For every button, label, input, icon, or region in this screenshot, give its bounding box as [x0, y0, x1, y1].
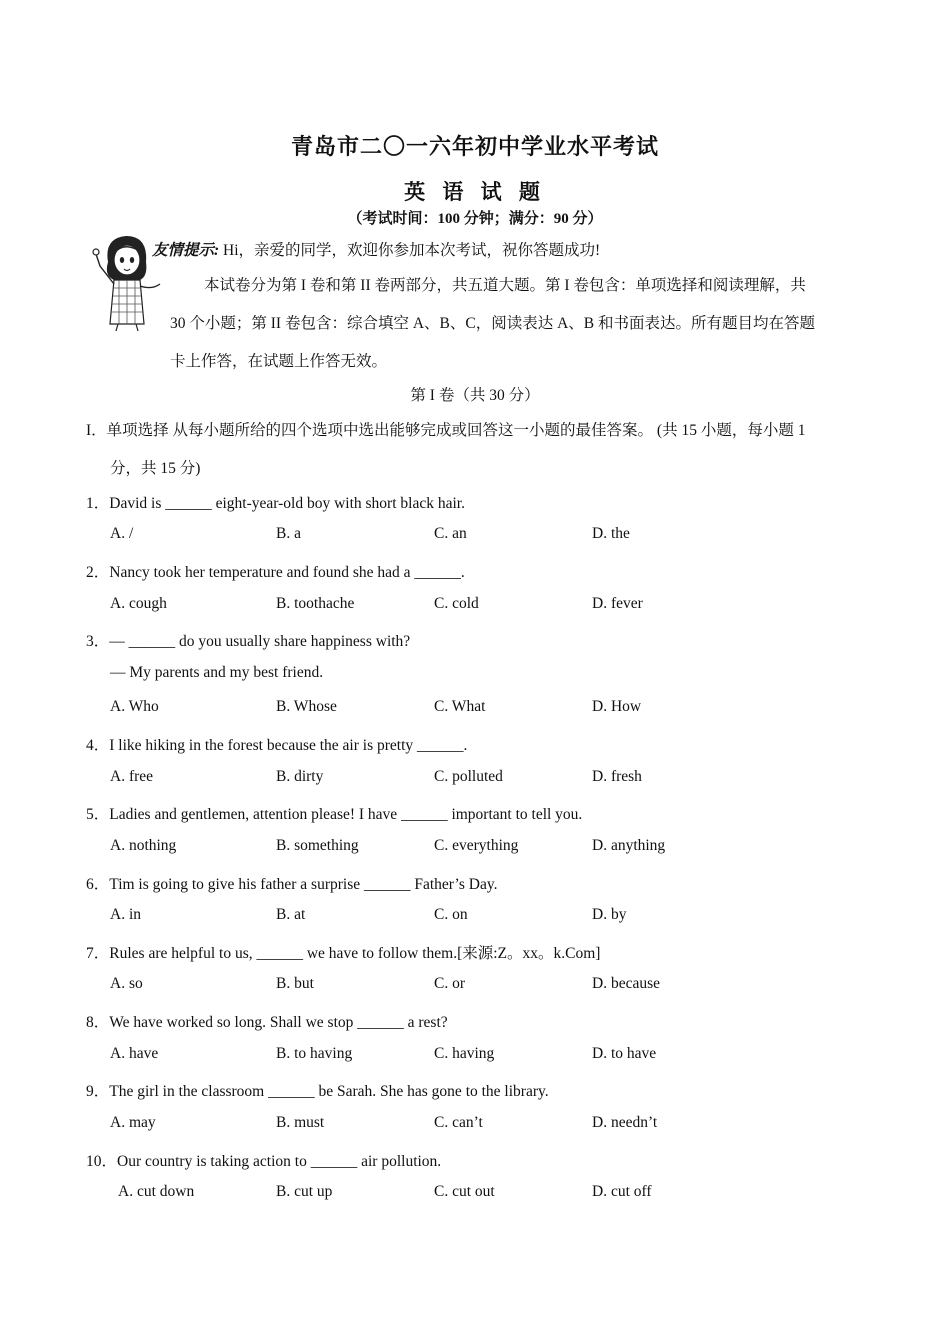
q3-dialogue-reply: — My parents and my best friend.	[110, 664, 324, 681]
q9-option-a: A. may	[110, 1114, 156, 1131]
question-number: 9．	[86, 1083, 110, 1100]
question-number: 3．	[86, 633, 110, 650]
q10-option-b: B. cut up	[276, 1183, 333, 1200]
q5-option-a: A. nothing	[110, 837, 177, 854]
q4-option-b: B. dirty	[276, 768, 324, 785]
q1-option-b: B. a	[276, 525, 301, 542]
question-number: 5．	[86, 806, 110, 823]
q9-option-d: D. needn’t	[592, 1114, 658, 1131]
intro-line-2: 30 个小题；第 II 卷包含：综合填空 A、B、C，阅读表达 A、B 和书面表达。所有题目均在答题	[170, 315, 815, 332]
section-1-title: I．单项选择 从每小题所给的四个选项中选出能够完成或回答这一小题的最佳答案。 (共 15 小题，每小题 1	[86, 422, 806, 439]
question-stem: — ______ do you usually share happiness with?	[109, 633, 411, 650]
question-stem: Ladies and gentlemen, attention please! I have ______ important to tell you.	[109, 806, 583, 823]
question-8	[86, 1010, 448, 1032]
question-number: 8．	[86, 1014, 110, 1031]
q7-option-d: D. because	[592, 975, 660, 992]
q9-option-c: C. can’t	[434, 1114, 483, 1131]
question-number: 6．	[86, 876, 110, 893]
q7-option-a: A. so	[110, 975, 143, 992]
q10-option-c: C. cut out	[434, 1183, 495, 1200]
question-stem: Our country is taking action to ______ air pollution.	[117, 1153, 442, 1170]
question-6	[86, 872, 497, 894]
q10-option-d: D. cut off	[592, 1183, 652, 1200]
q2-option-a: A. cough	[110, 595, 167, 612]
q6-option-c: C. on	[434, 906, 468, 923]
q2-option-d: D. fever	[592, 595, 643, 612]
question-number: 4．	[86, 737, 110, 754]
question-number: 2．	[86, 564, 110, 581]
q2-option-c: C. cold	[434, 595, 479, 612]
q8-option-c: C. having	[434, 1045, 495, 1062]
question-number: 1．	[86, 495, 110, 512]
q8-option-b: B. to having	[276, 1045, 353, 1062]
q5-option-c: C. everything	[434, 837, 519, 854]
question-stem: Rules are helpful to us, ______ we have to follow them.[来源:Z。xx。k.Com]	[109, 945, 601, 962]
question-stem: I like hiking in the forest because the air is pretty ______.	[109, 737, 468, 754]
question-10	[86, 1149, 441, 1171]
q6-option-a: A. in	[110, 906, 141, 923]
question-stem: Tim is going to give his father a surprise ______ Father’s Day.	[109, 876, 498, 893]
q7-option-c: C. or	[434, 975, 465, 992]
question-9	[86, 1079, 549, 1101]
tip-label: 友情提示:	[152, 242, 220, 259]
q8-option-a: A. have	[110, 1045, 159, 1062]
q3-option-b: B. Whose	[276, 698, 337, 715]
question-4	[86, 733, 467, 755]
question-stem: The girl in the classroom ______ be Sarah. She has gone to the library.	[109, 1083, 549, 1100]
question-number: 10．	[86, 1153, 118, 1170]
q7-option-b: B. but	[276, 975, 314, 992]
q4-option-c: C. polluted	[434, 768, 503, 785]
question-number: 7．	[86, 945, 110, 962]
section-1-title-cont: 分，共 15 分)	[110, 460, 201, 477]
question-stem: David is ______ eight-year-old boy with short black hair.	[109, 495, 465, 512]
q2-option-b: B. toothache	[276, 595, 355, 612]
q1-option-a: A. /	[110, 525, 134, 542]
q8-option-d: D. to have	[592, 1045, 657, 1062]
question-stem: We have worked so long. Shall we stop ______ a rest?	[109, 1014, 448, 1031]
q6-option-d: D. by	[592, 906, 627, 923]
tip-text: Hi，亲爱的同学，欢迎你参加本次考试，祝你答题成功!	[223, 242, 601, 259]
exam-title: 青岛市二〇一六年初中学业水平考试	[290, 134, 659, 159]
intro-line-3: 卡上作答，在试题上作答无效。	[170, 353, 388, 370]
q6-option-b: B. at	[276, 906, 306, 923]
subject-title: 英 语 试 题	[404, 180, 546, 204]
q5-option-b: B. something	[276, 837, 359, 854]
q3-option-c: C. What	[434, 698, 486, 715]
friendly-tip	[152, 238, 600, 260]
exam-info: （考试时间：100 分钟；满分：90 分）	[347, 211, 603, 227]
q10-option-a: A. cut down	[118, 1183, 195, 1200]
question-7	[86, 941, 600, 963]
question-3	[86, 629, 410, 651]
part-1-heading: 第 I 卷（共 30 分）	[410, 387, 540, 404]
q4-option-d: D. fresh	[592, 768, 642, 785]
q3-option-d: D. How	[592, 698, 642, 715]
q5-option-d: D. anything	[592, 837, 666, 854]
question-stem: Nancy took her temperature and found she had a ______.	[109, 564, 465, 581]
question-5	[86, 802, 582, 824]
intro-line-1: 本试卷分为第 I 卷和第 II 卷两部分，共五道大题。第 I 卷包含：单项选择和阅读理解，共	[204, 277, 806, 294]
q1-option-c: C. an	[434, 525, 467, 542]
question-2	[86, 560, 465, 582]
q9-option-b: B. must	[276, 1114, 325, 1131]
q4-option-a: A. free	[110, 768, 154, 785]
q1-option-d: D. the	[592, 525, 630, 542]
question-1	[86, 491, 465, 513]
q3-option-a: A. Who	[110, 698, 159, 715]
